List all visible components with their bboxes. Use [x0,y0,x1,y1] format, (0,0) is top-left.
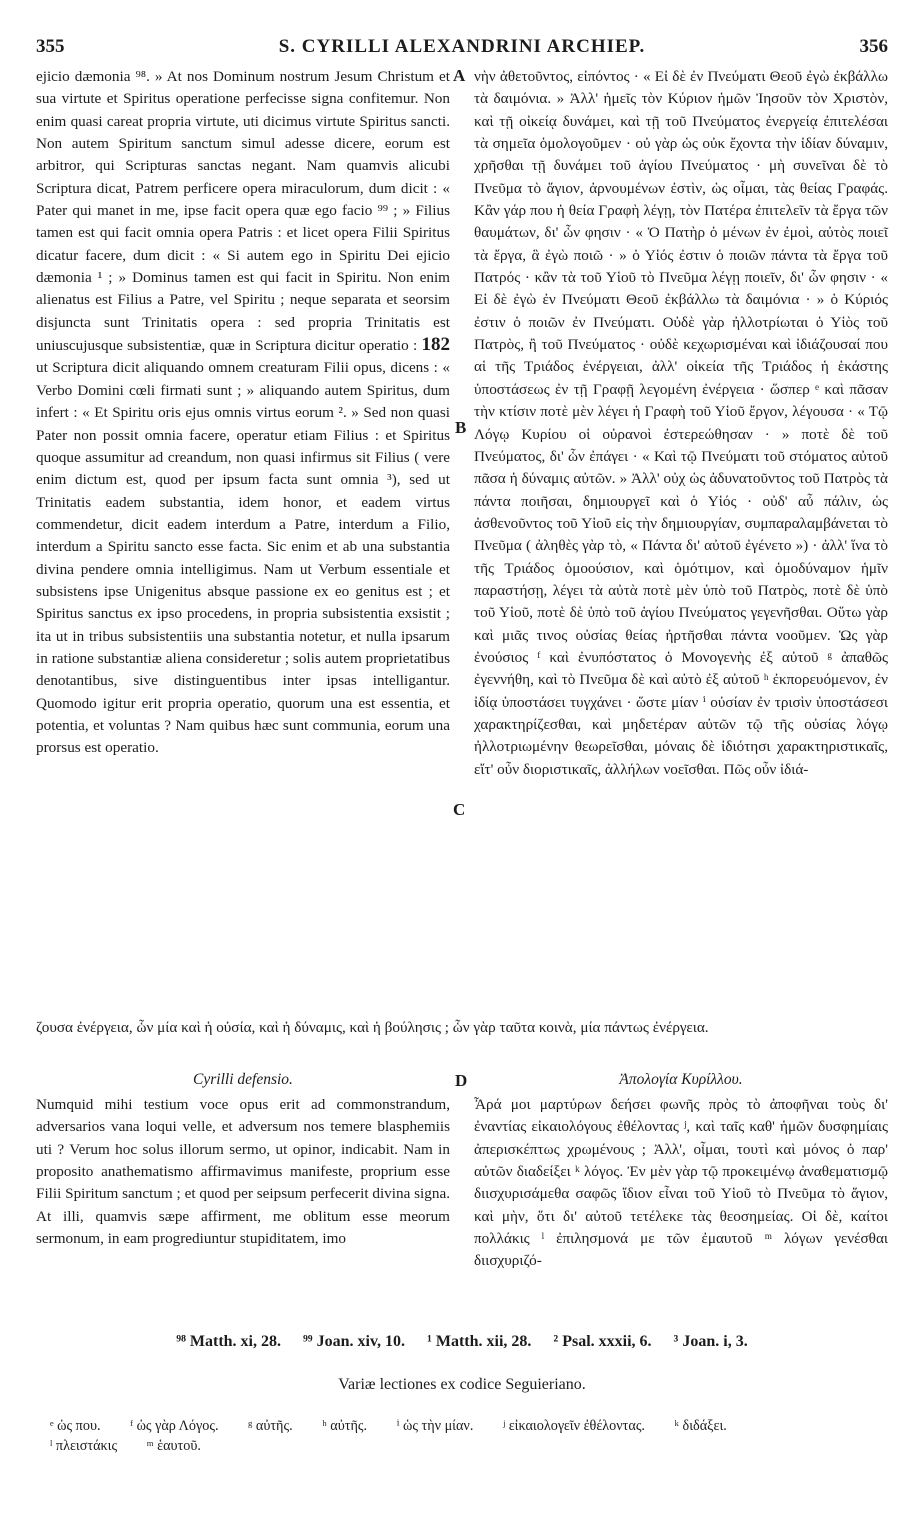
running-title: S. CYRILLI ALEXANDRINI ARCHIEP. [278,36,646,57]
latin-text-part-1: ejicio dæmonia ⁹⁸. » At nos Dominum nostrum Jesum Christum et sua virtute et Spiritus operatione perfecisse signa confitemur. Non enim quasi careat propria virtute, uti dicimus virtute Spiritus sancti. Non autem Spiritum sanctum simul adesse dicere, eorum est arbitror, qui Scripturas sanctas negant. Nam quamvis alicubi Scriptura dicat, Patrem perficere opera miraculorum, dum dicit : « Pater qui manet in me, ipse facit opera quæ ego facio ⁹⁹ ; » Filius tamen est qui facit omnia opera Patris : et licet opera Filii Spiritus dicatur facere, dum dicit : « Si autem ego in Spiritu Dei ejicio dæmonia ¹ ; » Dominus tamen est qui facit in Spiritu. Non enim alienatus est Filius a Patre, vel Spiritu ; neque separata et seorsim disjuncta sunt Trinitatis opera : sed propria Trinitatis est uniuscujusque subsistentiæ, quæ in Scriptura dicitur operatio : [36,68,450,355]
latin-text-part-2: ut Scriptura dicit aliquando omnem creaturam Filii opus, dicens : « Verbo Domini cœli firmati sunt ; » aliquando autem Spiritus, dum infert : « Et Spiritu oris ejus omnis virtus eorum ². » Sed non quasi Pater non possit omnia facere, operatur etiam Filius : et Spiritus quoque assumitur ad creandum, non quasi infirmus sit Filius ( vere enim dictum est, quod per ipsum facta sunt omnia ³), sed ut Trinitatis eadem substantia, idem honor, et eadem virtus commendetur, dicit eadem interdum a Patre, interdum a Filio, interdum a Spiritu sancto esse facta. Sic enim et ab una substantia divina pendere omnia intelligimus. Nam ut Verbum essentiale et subsistens ipse Unigenitus absque passione ex eo genitus est ; et Spiritus sanctus ex ipso procedens, in propria subsistentia exsistit ; ita ut in tribus subsistentiis una substantia notetur, et nulla ipsarum in ratione substantiæ aliena consideretur ; solis autem proprietatibus denotantibus, sive distinguentibus inter ipsas intelligantur. Quomodo igitur erit propria operatio, quorum una est essentia, et potentia, et voluntas ? Nam quibus hæc sunt communia, eorum una prorsus est operatio. [36,359,450,757]
variant-row [36,1416,888,1436]
page-number-right: 356 [859,36,888,57]
greek-spanning-line: ζουσα ἐνέργεια, ὧν μία καὶ ἡ οὐσία, καὶ ἡ δύναμις, καὶ ἡ βούλησις ; ὧν γὰρ ταῦτα κοινὰ, μία πάντως ἐνέργεια. [36,1019,709,1036]
variant-reading: ʲ εἰκαιολογεῖν ἐθέλοντας. [502,1418,645,1434]
latin-text-lower: Numquid mihi testium voce opus erit ad commonstrandum, adversarios vana loqui velle, et adversum nos temere blasphemiis uti ? Verum hoc solus illorum sermo, ut opinor, indicabit. Nam in proposito anathematismo affirmavimus manifeste, proprium esse Filii Spiritum sanctum ; et quod per seipsum perfecerit divina signa. At illi, quamvis sæpe affirment, me oblitum esse meorum sermonum, in eam progrediuntur stupiditatem, imo [36,1096,450,1248]
scripture-ref: ³ Joan. i, 3. [673,1333,748,1350]
latin-column-lower [36,1094,450,1294]
scripture-ref: ⁹⁸ Matth. xi, 28. [176,1333,281,1350]
greek-column-lower [474,1094,888,1294]
latin-section-title: Cyrilli defensio. [193,1071,293,1088]
variant-reading: ʰ αὐτῆς. [322,1418,368,1434]
variant-reading: ⁱ ὡς τὴν μίαν. [396,1418,474,1434]
variant-readings [36,1416,888,1456]
page-marker-number: 182 [421,334,450,356]
page-number-left: 355 [36,36,65,57]
variant-reading: ᵐ ἑαυτοῦ. [146,1438,201,1454]
variant-reading: ˡ πλειστάκις [50,1438,118,1454]
scripture-ref: ¹ Matth. xii, 28. [427,1333,532,1350]
variant-reading: ᵏ διδάξει. [674,1418,727,1434]
page-header [36,36,888,62]
variant-reading: ᵍ αὐτῆς. [248,1418,293,1434]
variant-row [36,1436,888,1456]
greek-text-upper: νὴν ἀθετοῦντος, εἰπόντος · « Εἰ δὲ ἐν Πνεύματι Θεοῦ ἐγὼ ἐκβάλλω τὰ δαιμόνια. » Ἀλλ' ἡμεῖς τὸν Κύριον ἡμῶν Ἰησοῦν τὸν Χριστὸν, καὶ τῇ οἰκείᾳ δυνάμει, καὶ τῇ τοῦ Πνεύματος ἐνεργείᾳ ἐπιτελέσαι τὰ σημεῖα ὁμολογοῦμεν · οὐ γὰρ ὡς οὐκ ἔχοντα τὴν ἰδίαν δύναμιν, χρῆσθαι τῇ δυνάμει τοῦ ἁγίου Πνεύματος · μὴ συνεῖναι δὲ τὸ Πνεῦμα τὸ ἅγιον, ἀρνουμένων ἐστὶν, ὡς οἶμαι, τὰς θείας Γραφάς. Κἂν γάρ που ἡ θεία Γραφὴ λέγῃ, τὸν Πατέρα ἐπιτελεῖν τὰ ἔργα τῶν θαυμάτων, δι' ὧν φησιν · « Ὁ Πατὴρ ὁ μένων ἐν ἐμοὶ, αὐτὸς ποιεῖ τὰ ἔργα, ἃ ἐγὼ ποιῶ · » ὁ Υἱός ἐστιν ὁ ποιῶν πάντα τὰ ἔργα τοῦ Πατρός · κἂν τὰ τοῦ Υἱοῦ τὸ Πνεῦμα λέγῃ ποιεῖν, δι' ὧν φησιν · « Εἰ δὲ ἐγὼ ἐν Πνεύματι Θεοῦ ἐκβάλλω τὰ δαιμόνια · » ὁ Κύριός ἐστιν ὁ ποιῶν ἐν Πνεύματι. Οὐδὲ γὰρ ἠλλοτρίωται ὁ Υἱὸς τοῦ Πατρὸς, ἢ τοῦ Πνεύματος · οὐδὲ κεχωρισμέναι καὶ ἰδιάζουσαί που αἱ τῆς Τριάδος ἐνέργειαι, ἀλλ' οἰκεία τῆς Τριάδος ἡ ἑκάστης ὑποστάσεως ἐν τῇ Γραφῇ λεγομένη ἐνέργεια · ὥσπερ ᵉ καὶ πᾶσαν τὴν κτίσιν ποτὲ μὲν λέγει ἡ Γραφὴ τοῦ Υἱοῦ ἔργον, λέγουσα · « Τῷ Λόγῳ Κυρίου οἱ οὐρανοὶ ἐστερεώθησαν · » ποτὲ δὲ τοῦ Πνεύματος, δι' ὧν ἐπάγει · « Καὶ τῷ Πνεύματι τοῦ στόματος αὐτοῦ πᾶσα ἡ δύναμις αὐτῶν. » Ἀλλ' οὐχ ὡς ἀδυνατοῦντος τοῦ Πατρὸς τὰ πάντα ποιῆσαι, δημιουργεῖ καὶ ὁ Υἱός · οὐδ' αὖ πάλιν, ὡς ἀσθενοῦντος τοῦ Υἱοῦ εἰς τὴν δημιουργίαν, συμπαραλαμβάνεται τὸ Πνεῦμα ( ἀληθὲς γὰρ τὸ, « Πάντα δι' αὐτοῦ ἐγένετο ») · ἀλλ' ἵνα τὸ τῆς Τριάδος ὁμοούσιον, καὶ ὁμότιμον, καὶ ὁμοδύναμον ἡμῖν παραστήσῃ, λέγει τὰ αὐτὰ ποτὲ μὲν ὑπὸ τοῦ Πατρὸς, ποτὲ δὲ ὑπὸ τοῦ Υἱοῦ, ποτὲ δὲ ὑπὸ τοῦ ἁγίου Πνεύματος γεγενῆσθαι. Οὕτω γὰρ καὶ μιᾶς τινος οὐσίας θείας ἠρτῆσθαι πάντα νοοῦμεν. Ὡς γὰρ ἐνούσιος ᶠ καὶ ἐνυπόστατος ὁ Μονογενὴς ἐξ αὐτοῦ ᵍ ἀπαθῶς ἐγεννήθη, καὶ τὸ Πνεῦμα δὲ καὶ αὐτὸ ἐξ αὐτοῦ ʰ ἐκπορευόμενον, ἐν ἰδίᾳ ὑποστάσει τυγχάνει · ὥστε μίαν ⁱ οὐσίαν ἐν τρισὶν ὑποστάσεσι χαρακτηρίζεσθαι, καὶ μηδετέραν αὐτῶν τῷ τῆς οὐσίας λόγῳ ἠλλοτριωμένην θεωρεῖσθαι, μόναις δὲ ἰδιότησι χαρακτηριστικαῖς, εἴτ' οὖν διοριστικαῖς, ἀλλήλων νοεῖσθαι. Πῶς οὖν ἰδιά- [474,68,888,778]
section-marker-d: D [455,1071,468,1090]
greek-text-lower: Ἆρά μοι μαρτύρων δεήσει φωνῆς πρὸς τὸ ἀποφῆναι τοὺς δι' ἐναντίας εἰκαιολόγους ἐθέλοντας ʲ, καὶ ταῖς καθ' ἡμῶν δυσφημίαις ἀπερισκέπτως χρωμένους ; Ἀλλ', οἶμαι, τουτὶ καὶ μόνος ὁ παρ' αὐτῶν διαδείξει ᵏ λόγος. Ἐν μὲν γὰρ τῷ προκειμένῳ ἀναθεματισμῷ διισχυρισάμεθα σαφῶς ἴδιον εἶναι τοῦ Υἱοῦ τὸ Πνεῦμα τὸ ἅγιον, καὶ μὴν, ὅτι δι' αὐτοῦ τετέλεκε τὰς θεοσημείας. Οἱ δὲ, καίτοι πολλάκις ˡ ἐπιλησμονά με τῶν ἐμαυτοῦ ᵐ λόγων γενέσθαι διισχυριζό- [474,1096,888,1270]
scripture-ref: ² Psal. xxxii, 6. [553,1333,652,1350]
scripture-ref: ⁹⁹ Joan. xiv, 10. [303,1333,406,1350]
variant-reading: ᶠ ὡς γὰρ Λόγος. [130,1418,219,1434]
variant-reading: ᵉ ὡς που. [50,1418,101,1434]
greek-column-upper [474,66,888,781]
variae-lectiones-title: Variæ lectiones ex codice Seguieriano. [338,1376,586,1393]
section-marker-c: C [453,800,466,819]
greek-section-title: Ἀπολογία Κυρίλλου. [619,1071,743,1088]
section-marker-a: A [453,66,466,85]
scripture-references [36,1333,888,1351]
latin-column-upper [36,66,450,760]
section-marker-b: B [455,418,467,437]
